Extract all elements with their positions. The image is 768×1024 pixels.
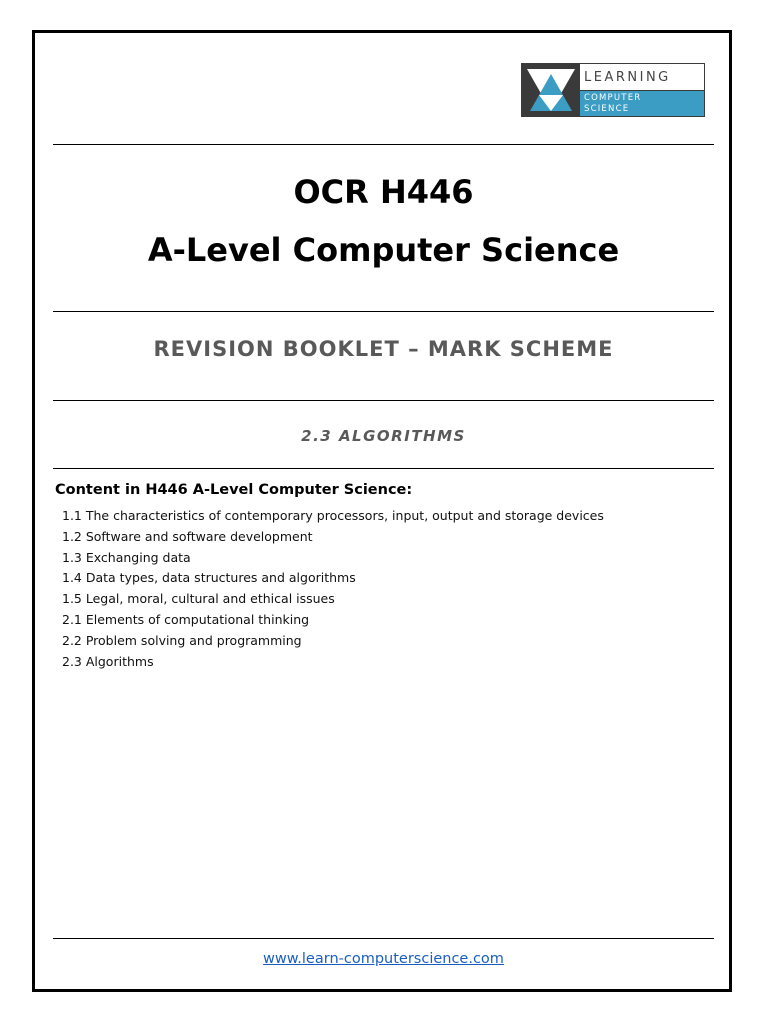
title-line-2: A-Level Computer Science — [147, 231, 620, 269]
contents-item: 2.1 Elements of computational thinking — [62, 611, 310, 627]
divider — [53, 311, 714, 312]
website-link[interactable]: www.learn-computerscience.com — [263, 951, 504, 967]
contents-item: 2.2 Problem solving and programming — [62, 632, 302, 648]
logo — [521, 63, 705, 117]
logo-text-science: SCIENCE — [584, 104, 630, 114]
contents-item: 1.3 Exchanging data — [62, 549, 191, 565]
logo-text-cs — [580, 91, 704, 116]
contents-item: 1.1 The characteristics of contemporary processors, input, output and storage devices — [62, 508, 604, 523]
topic-title: 2.3 ALGORITHMS — [301, 427, 466, 445]
logo-mark-icon — [522, 64, 580, 116]
divider — [53, 400, 714, 401]
contents-list — [62, 506, 604, 672]
logo-text-learning: LEARNING — [580, 64, 704, 91]
contents-heading: Content in H446 A-Level Computer Science: — [55, 482, 413, 498]
divider — [53, 938, 714, 939]
divider — [53, 144, 714, 145]
logo-text-computer: COMPUTER — [584, 93, 642, 103]
divider — [53, 468, 714, 469]
contents-item: 2.3 Algorithms — [62, 653, 154, 669]
title-line-1: OCR H446 — [293, 173, 474, 211]
footer — [53, 951, 714, 967]
contents-item: 1.2 Software and software development — [62, 528, 313, 544]
contents-item: 1.4 Data types, data structures and algorithms — [62, 570, 356, 586]
contents-item: 1.5 Legal, moral, cultural and ethical issues — [62, 591, 335, 607]
booklet-subtitle: REVISION BOOKLET – MARK SCHEME — [153, 337, 614, 361]
